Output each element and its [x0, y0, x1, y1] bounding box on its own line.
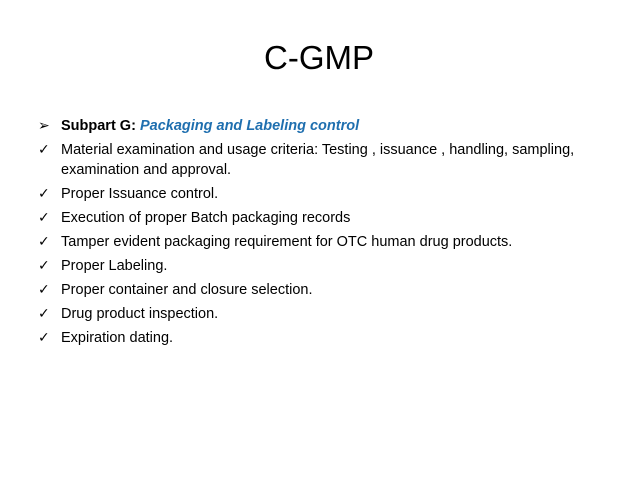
subpart-title: Packaging and Labeling control [139, 118, 360, 134]
list-item-text: Proper container and closure selection. [61, 282, 313, 298]
list-item [38, 256, 598, 276]
list-item-text: Expiration dating. [61, 330, 174, 346]
list-item [38, 280, 598, 300]
checkmark-icon: ✓ [38, 258, 50, 274]
slide-title: C-GMP [264, 39, 374, 76]
list-item-text: Proper Labeling. [61, 258, 168, 274]
list-item [38, 140, 598, 180]
list-item-text: Drug product inspection. [61, 306, 219, 322]
list-item [38, 304, 598, 324]
subpart-heading-bullet [38, 116, 598, 136]
list-item [38, 232, 598, 252]
checkmark-icon: ✓ [38, 142, 50, 158]
list-item [38, 328, 598, 348]
checkmark-icon: ✓ [38, 210, 50, 226]
list-item [38, 184, 598, 204]
list-item-text: Proper Issuance control. [61, 186, 219, 202]
subpart-label: Subpart G: [61, 118, 136, 134]
arrow-bullet-icon: ➢ [38, 118, 50, 134]
bullet-list [38, 116, 598, 352]
checkmark-icon: ✓ [38, 282, 50, 298]
list-item-text: Execution of proper Batch packaging records [61, 210, 351, 226]
checkmark-icon: ✓ [38, 234, 50, 250]
list-item-text: Tamper evident packaging requirement for OTC human drug products. [61, 234, 513, 250]
checkmark-icon: ✓ [38, 306, 50, 322]
checkmark-icon: ✓ [38, 186, 50, 202]
list-item [38, 208, 598, 228]
subpart-heading-text [61, 116, 598, 136]
checkmark-icon: ✓ [38, 330, 50, 346]
list-item-text: Material examination and usage criteria: Testing , issuance , handling, sampling, examination and approval. [61, 142, 575, 178]
